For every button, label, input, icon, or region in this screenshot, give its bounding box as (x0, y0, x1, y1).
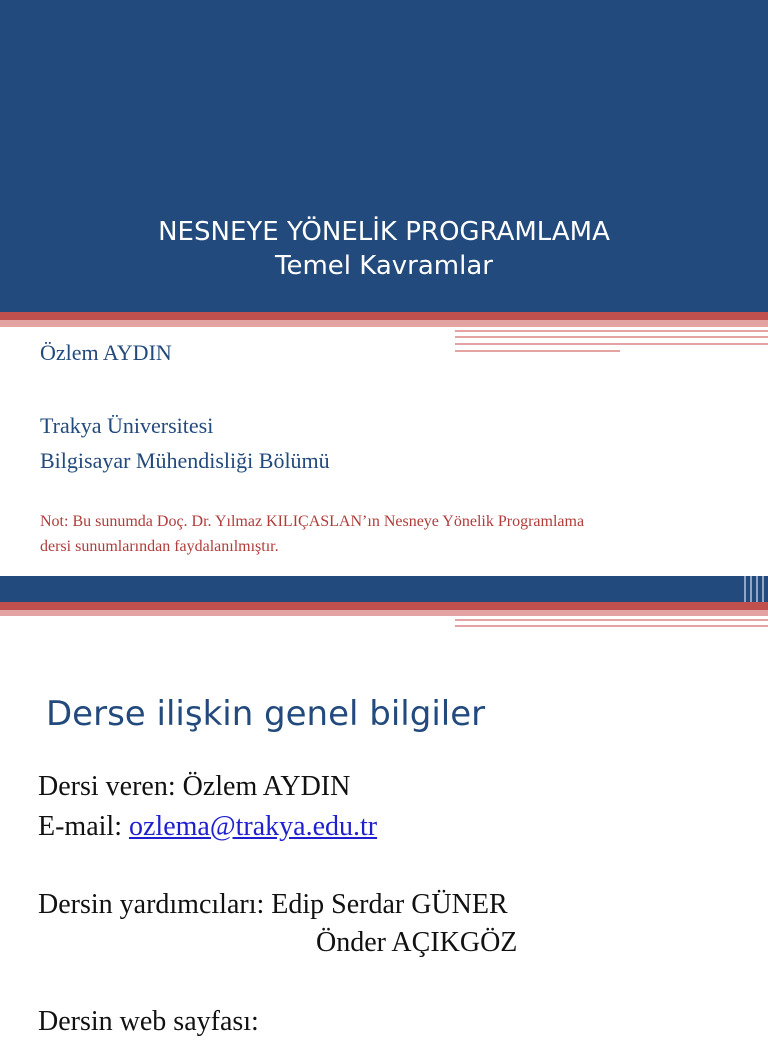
affiliation (40, 408, 330, 478)
department-name: Bilgisayar Mühendisliği Bölümü (40, 448, 330, 473)
assistant-2: Önder AÇIKGÖZ (316, 927, 518, 958)
email-label: E-mail: (38, 811, 129, 842)
email-link[interactable]: ozlema@trakya.edu.tr (128, 811, 378, 842)
author-name: Özlem AYDIN (40, 340, 172, 365)
email-line (38, 807, 377, 847)
note-line-1: Not: Bu sunumda Doç. Dr. Yılmaz KILIÇASLAN’ın Nesneye Yönelik Programlama (40, 513, 585, 530)
university-name: Trakya Üniversitesi (40, 413, 214, 438)
instructor-line: Dersi veren: Özlem AYDIN (38, 771, 351, 802)
note-line-2: dersi sunumlarından faydalanılmıştır. (40, 538, 279, 555)
website-line: Dersin web sayfası: (38, 1006, 259, 1037)
source-note (40, 509, 760, 559)
slide-title (0, 216, 768, 284)
assistants-line: Dersin yardımcıları: Edip Serdar GÜNER (38, 889, 508, 920)
title-line-2: Temel Kavramlar (275, 250, 493, 281)
title-line-1: NESNEYE YÖNELİK PROGRAMLAMA (158, 217, 610, 247)
section-title: Derse ilişkin genel bilgiler (46, 694, 486, 734)
